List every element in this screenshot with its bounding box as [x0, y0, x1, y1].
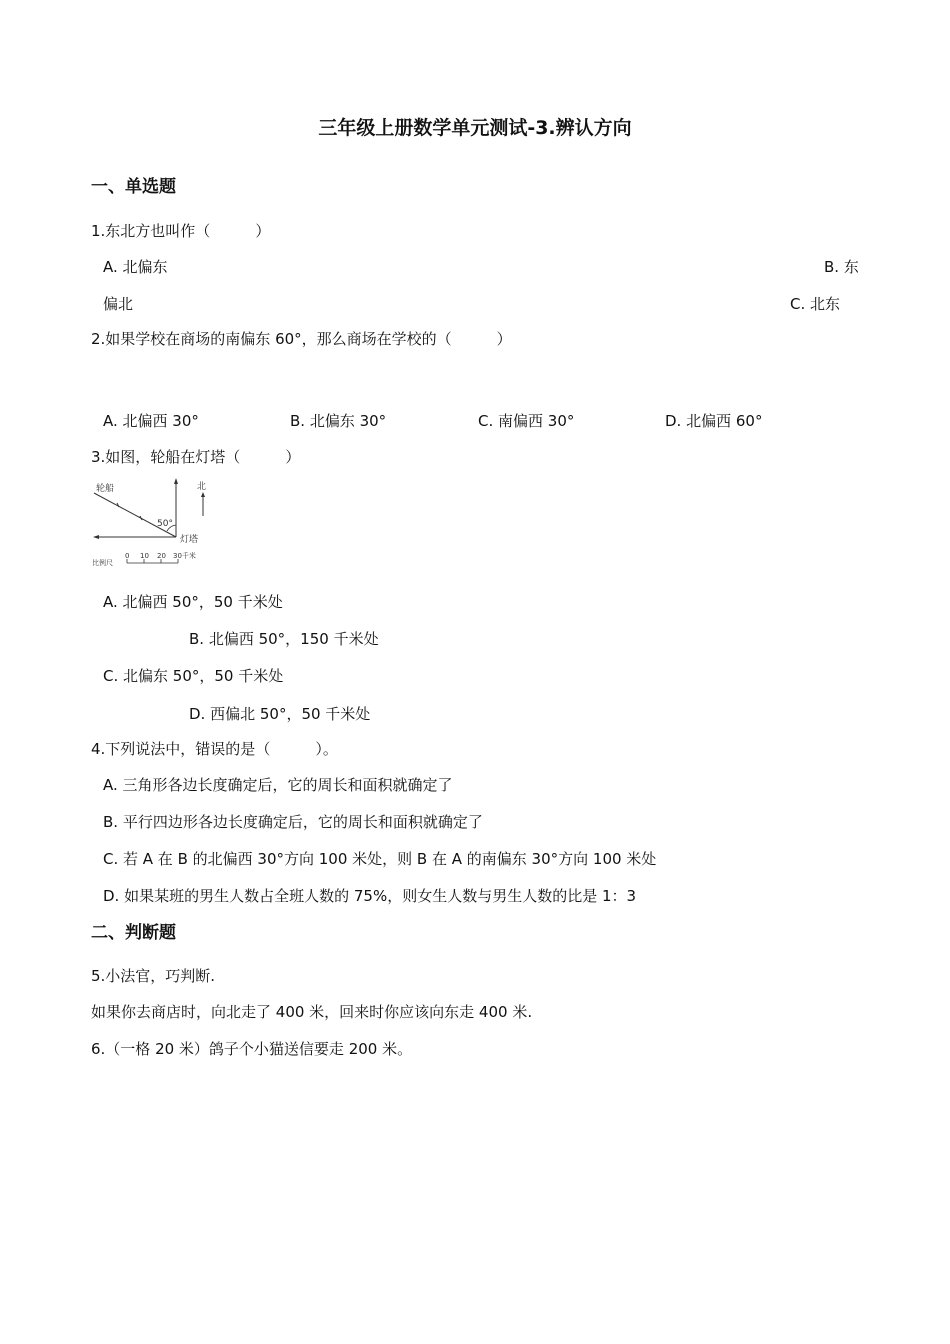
question-1-option-b-continued: 偏北 [103, 295, 134, 313]
north-label: 北 [197, 482, 207, 492]
question-3-option-a[interactable]: A. 北偏西 50°，50 千米处 [103, 593, 283, 611]
lighthouse-label: 灯塔 [180, 535, 199, 545]
section-heading-true-false: 二、判断题 [91, 923, 176, 943]
question-4-option-c[interactable]: C. 若 A 在 B 的北偏西 30°方向 100 米处，则 B 在 A 的南偏东 30°方向 100 米处 [103, 850, 657, 868]
scale-tick-30: 30千米 [173, 552, 196, 560]
question-5-stem: 5.小法官，巧判断. [91, 967, 216, 985]
scale-label: 比例尺 [92, 559, 113, 567]
question-2-option-d[interactable]: D. 北偏西 60° [665, 412, 763, 430]
question-3-option-d[interactable]: D. 西偏北 50°，50 千米处 [189, 705, 371, 723]
question-1-option-a[interactable]: A. 北偏东 [103, 258, 168, 276]
scale-tick-10: 10 [140, 552, 149, 560]
section-heading-single-choice: 一、单选题 [91, 177, 176, 197]
question-6-stem: 6.（一格 20 米）鸽子个小猫送信要走 200 米。 [91, 1040, 413, 1058]
ship-label: 轮船 [96, 484, 115, 494]
question-2-option-c[interactable]: C. 南偏西 30° [478, 412, 575, 430]
question-1-option-c[interactable]: C. 北东 [790, 295, 841, 313]
question-2-option-b[interactable]: B. 北偏东 30° [290, 412, 387, 430]
scale-tick-20: 20 [157, 552, 166, 560]
question-4-option-b[interactable]: B. 平行四边形各边长度确定后，它的周长和面积就确定了 [103, 813, 483, 831]
question-3-stem: 3.如图，轮船在灯塔（ ） [91, 448, 301, 466]
question-4-stem: 4.下列说法中，错误的是（ ）。 [91, 740, 338, 758]
question-5-text: 如果你去商店时，向北走了 400 米，回来时你应该向东走 400 米. [91, 1003, 533, 1021]
scale-tick-0: 0 [125, 552, 130, 560]
angle-label: 50° [157, 519, 173, 529]
page-title: 三年级上册数学单元测试-3.辨认方向 [318, 117, 632, 139]
question-3-option-c[interactable]: C. 北偏东 50°，50 千米处 [103, 667, 284, 685]
question-4-option-a[interactable]: A. 三角形各边长度确定后，它的周长和面积就确定了 [103, 776, 453, 794]
question-1-stem: 1.东北方也叫作（ ） [91, 222, 271, 240]
question-3-option-b[interactable]: B. 北偏西 50°，150 千米处 [189, 630, 379, 648]
question-2-option-a[interactable]: A. 北偏西 30° [103, 412, 199, 430]
question-2-stem: 2.如果学校在商场的南偏东 60°，那么商场在学校的（ ） [91, 330, 512, 348]
ship-lighthouse-figure [90, 476, 214, 572]
question-4-option-d[interactable]: D. 如果某班的男生人数占全班人数的 75%，则女生人数与男生人数的比是 1：3 [103, 887, 637, 905]
question-1-option-b[interactable]: B. 东 [824, 258, 859, 276]
